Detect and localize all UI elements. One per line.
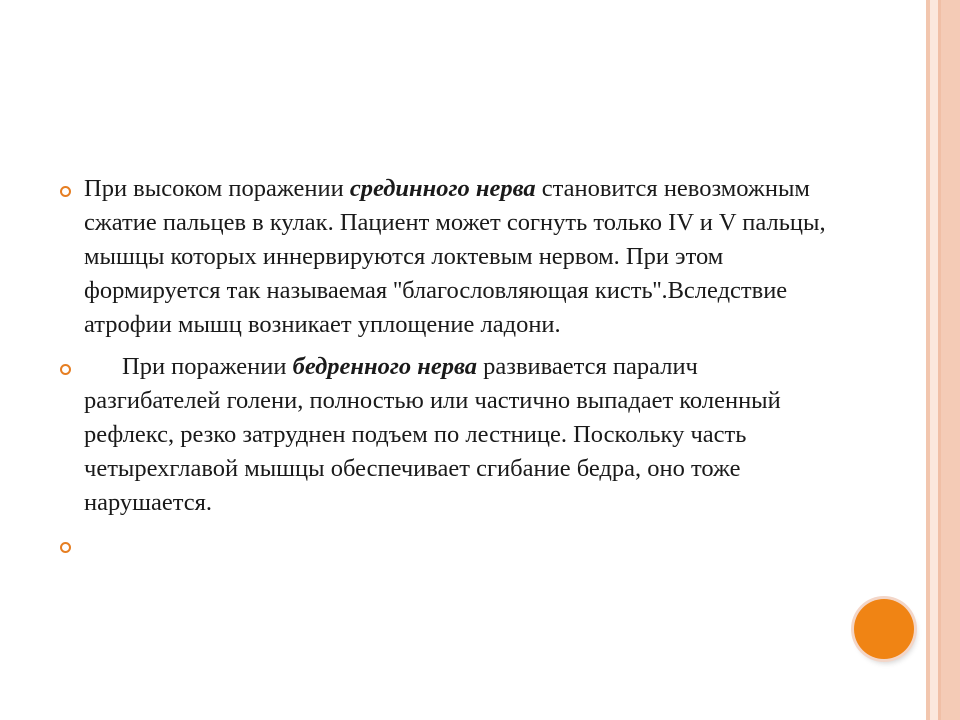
- bullet-text: становится невозможным сжатие пальцев в кулак. Пациент может согнуть только IV и V пальцы, мышцы которых иннервируются локтевым нервом. При этом формируется так называемая ''благословляющая кисть''.Вследствие атрофии мышц возникает уплощение ладони.: [84, 175, 826, 338]
- bullet-emphasis: бедренного нерва: [292, 353, 478, 380]
- orange-circle-decoration: [854, 599, 914, 659]
- bullet-text: При высоком поражении: [84, 175, 350, 202]
- bullet-empty: [60, 528, 830, 562]
- edge-band: [941, 0, 960, 720]
- bullet-text: развивается паралич разгибателей голени, полностью или частично выпадает коленный рефлекс, резко затруднен подъем по лестнице. Поскольку часть четырехглавой мышцы обеспечивает сгибание бедра, оно тоже нарушается.: [84, 353, 781, 516]
- bullet-femoral-nerve: [60, 350, 830, 520]
- bullet-emphasis: срединного нерва: [349, 175, 536, 202]
- ring-bullet-icon: [60, 542, 71, 553]
- ring-bullet-icon: [60, 186, 71, 197]
- right-edge-decoration: [926, 0, 960, 720]
- bullet-text: При поражении: [122, 353, 293, 380]
- slide-body: [60, 172, 830, 570]
- edge-band: [930, 0, 938, 720]
- ring-bullet-icon: [60, 364, 71, 375]
- bullet-median-nerve: [60, 172, 830, 342]
